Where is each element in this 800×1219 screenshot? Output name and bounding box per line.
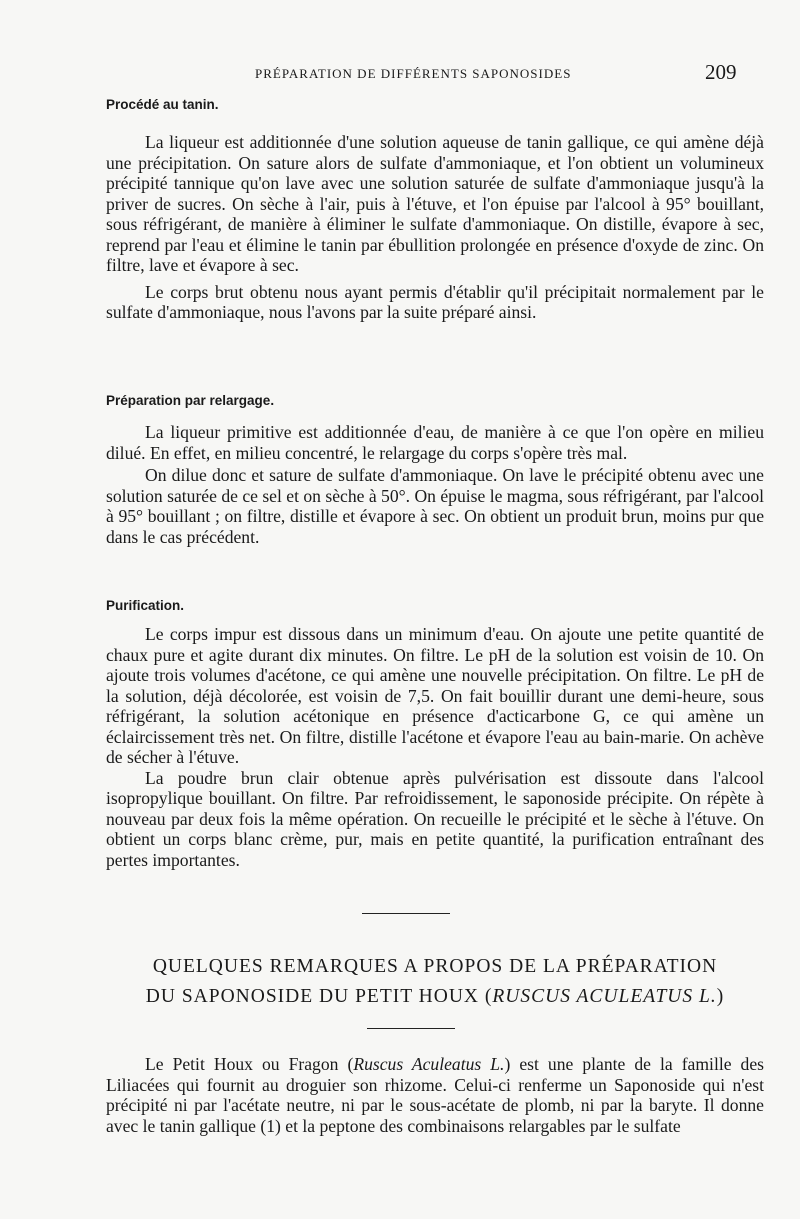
separator-rule (367, 1028, 455, 1029)
section-purification-body (106, 624, 764, 870)
heading-preparation-relargage: Préparation par relargage. (106, 393, 275, 408)
heading-purification: Purification. (106, 598, 185, 613)
section-tanin-body (106, 132, 764, 323)
paragraph: La liqueur est additionnée d'une solution aqueuse de tanin gallique, ce qui amène déjà une précipitation. On sature alors de sulfate d'ammoniaque, et l'on obtient un volumineux précipité tannique qu'on lave avec une solution saturée de sulfate d'ammoniaque jusqu'à la priver de sucres. On sèche à l'air, puis à l'étuve, et l'on épuise par l'alcool à 95° bouillant, sous réfrigérant, de manière à éliminer le sulfate d'ammoniaque. On distille, évapore à sec, reprend par l'eau et élimine le tanin par ébullition prolongée en présence d'oxyde de zinc. On filtre, lave et évapore à sec. (106, 132, 764, 275)
page-number: 209 (705, 60, 737, 84)
article-title (100, 952, 770, 1012)
species-name: Ruscus Aculeatus L. (353, 1054, 505, 1074)
page-header (0, 60, 800, 90)
separator-rule (362, 913, 450, 914)
title-line-2-prefix: DU SAPONOSIDE DU PETIT HOUX ( (145, 986, 493, 1007)
paragraph-suffix: ) est une plante de la famille des Liliacées qui fournit au droguier son rhizome. Celui-ci renferme un Saponoside qui n'est précipité ni par l'acétate neutre, ni par le sous-acétate de plomb, ni par la baryte. Il donne avec le tanin gallique (1) et la peptone des combinaisons relargables par le sulfate (106, 1054, 764, 1136)
paragraph: Le corps impur est dissous dans un minimum d'eau. On ajoute une petite quantité de chaux pure et agite durant dix minutes. On filtre. Le pH de la solution est voisin de 10. On ajoute trois volumes d'acétone, ce qui amène une nouvelle précipitation. On filtre. Le pH de la solution, déjà décolorée, est voisin de 7,5. On fait bouillir durant une demi-heure, sous réfrigérant, la solution acétonique en présence d'acticarbone G, ce qui amène un éclaircissement très net. On filtre, distille l'acétone et évapore l'eau au bain-marie. On achève de sécher à l'étuve. (106, 624, 764, 767)
title-species-name: RUSCUS ACULEATUS L. (492, 986, 717, 1007)
paragraph: La poudre brun clair obtenue après pulvérisation est dissoute dans l'alcool isopropylique bouillant. On filtre. Par refroidissement, le saponoside précipite. On répète à nouveau par deux fois la même opération. On recueille le précipité et le sèche à l'étuve. On obtient un corps blanc crème, pur, mais en petite quantité, la purification entraînant des pertes importantes. (106, 767, 764, 870)
paragraph: Le corps brut obtenu nous ayant permis d'établir qu'il précipitait normalement par le sulfate d'ammoniaque, nous l'avons par la suite préparé ainsi. (106, 281, 764, 322)
title-line-2 (100, 982, 770, 1012)
running-title: PRÉPARATION DE DIFFÉRENTS SAPONOSIDES (255, 66, 572, 81)
paragraph (106, 1054, 764, 1136)
paragraph: La liqueur primitive est additionnée d'eau, de manière à ce que l'on opère en milieu dilué. En effet, en milieu concentré, le relargage du corps s'opère très mal. (106, 422, 764, 463)
title-line-2-suffix: ) (716, 986, 725, 1007)
final-paragraph-body (106, 1054, 764, 1136)
heading-procede-tanin: Procédé au tanin. (106, 97, 219, 112)
section-relargage-body (106, 422, 764, 547)
title-line-1: QUELQUES REMARQUES A PROPOS DE LA PRÉPARATION (152, 956, 718, 977)
paragraph: On dilue donc et sature de sulfate d'ammoniaque. On lave le précipité obtenu avec une solution saturée de ce sel et on sèche à 50°. On épuise le magma, sous réfrigérant, par l'alcool à 95° bouillant ; on filtre, distille et évapore à sec. On obtient un produit brun, moins pur que dans le cas précédent. (106, 465, 765, 547)
paragraph-prefix: Le Petit Houx ou Fragon ( (145, 1054, 354, 1074)
